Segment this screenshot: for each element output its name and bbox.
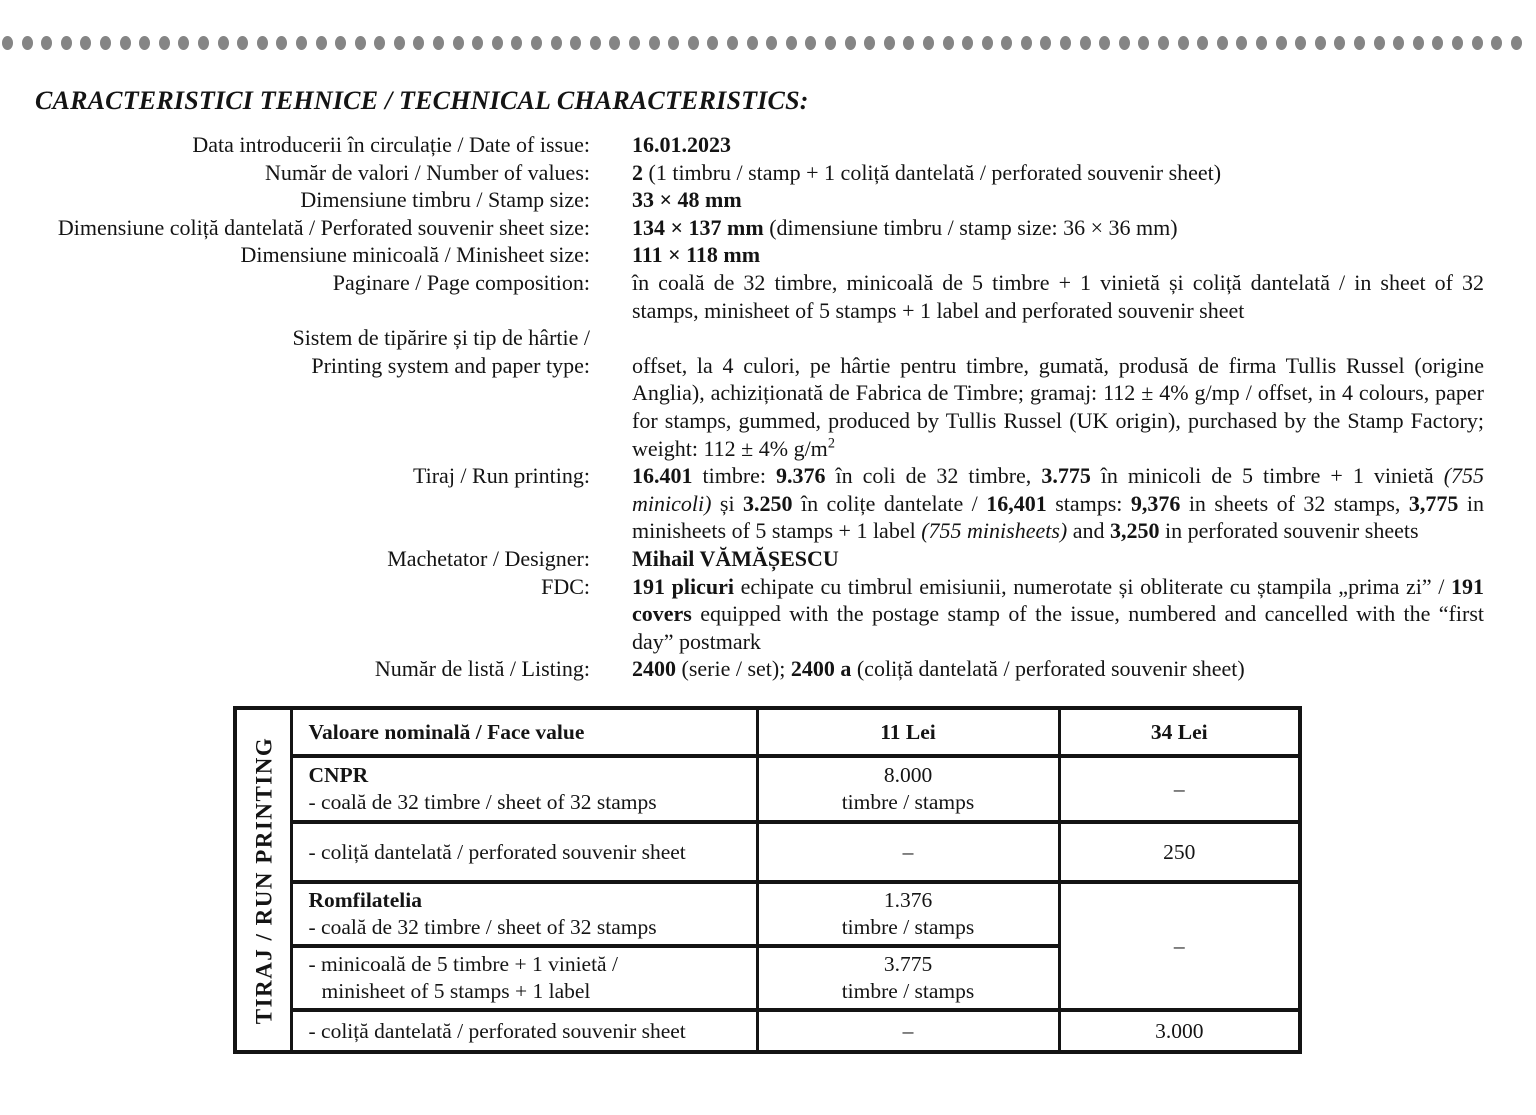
spec-row-stamp-size xyxy=(0,186,1484,214)
table-row-cnpr-sheet xyxy=(235,756,1300,822)
spec-label: Număr de valori / Number of values: xyxy=(264,159,590,185)
dot-icon xyxy=(1256,36,1267,50)
spec-row-minisheet-size xyxy=(0,241,1484,269)
dot-icon xyxy=(943,36,954,50)
spec-label: Dimensiune coliță dantelată / Perforated souvenir sheet size: xyxy=(57,214,590,240)
table-cell-11-lei: – xyxy=(757,1010,1059,1052)
table-header-11-lei: 11 Lei xyxy=(757,708,1059,756)
spec-label: Sistem de tipărire și tip de hârtie / xyxy=(292,325,590,351)
spec-row-number-of-values xyxy=(0,159,1484,187)
dot-icon xyxy=(1295,36,1306,50)
spec-label: Paginare / Page composition: xyxy=(332,269,590,295)
dot-icon xyxy=(884,36,895,50)
dot-icon xyxy=(80,36,91,50)
spec-value: 191 plicuri echipate cu timbrul emisiunii, numerotate și obliterate cu ștampila „prima zi” / 191 covers equipped with the postage stamp of the issue, numbered and cancelled with the “first day” postmark xyxy=(632,573,1484,654)
dot-icon xyxy=(786,36,797,50)
dot-icon xyxy=(1236,36,1247,50)
dot-icon xyxy=(766,36,777,50)
dot-icon xyxy=(668,36,679,50)
spec-value: 33 × 48 mm xyxy=(632,187,742,213)
spec-label: Număr de listă / Listing: xyxy=(374,656,590,682)
dot-icon xyxy=(1099,36,1110,50)
spec-row-run-printing xyxy=(0,462,1484,545)
dot-icon xyxy=(41,36,52,50)
spec-row-listing xyxy=(0,655,1484,683)
table-cell-11-lei: 3.775 timbre / stamps xyxy=(757,946,1059,1010)
table-cell-34-lei: – xyxy=(1059,756,1300,822)
spec-row-fdc xyxy=(0,573,1484,656)
dot-icon xyxy=(590,36,601,50)
dot-icon xyxy=(1001,36,1012,50)
dot-icon xyxy=(1354,36,1365,50)
table-cell-11-lei: 8.000 timbre / stamps xyxy=(757,756,1059,822)
dot-icon xyxy=(1197,36,1208,50)
dot-icon xyxy=(355,36,366,50)
dot-icon xyxy=(257,36,268,50)
dot-icon xyxy=(864,36,875,50)
dot-icon xyxy=(1080,36,1091,50)
dot-icon xyxy=(198,36,209,50)
dot-icon xyxy=(962,36,973,50)
dot-icon xyxy=(335,36,346,50)
spec-label: Dimensiune timbru / Stamp size: xyxy=(300,187,590,213)
dot-icon xyxy=(1432,36,1443,50)
dot-icon xyxy=(237,36,248,50)
table-cell-34-lei: – xyxy=(1059,882,1300,1010)
dot-icon xyxy=(1472,36,1483,50)
dot-icon xyxy=(100,36,111,50)
dot-icon xyxy=(923,36,934,50)
dot-icon xyxy=(178,36,189,50)
dot-icon xyxy=(1452,36,1463,50)
dot-icon xyxy=(903,36,914,50)
spec-value: 134 × 137 mm (dimensiune timbru / stamp size: 36 × 36 mm) xyxy=(632,214,1178,240)
dot-icon xyxy=(316,36,327,50)
spec-row-souvenir-sheet-size xyxy=(0,214,1484,242)
dot-icon xyxy=(805,36,816,50)
dot-icon xyxy=(413,36,424,50)
dot-icon xyxy=(120,36,131,50)
table-header-34-lei: 34 Lei xyxy=(1059,708,1300,756)
spec-value: Mihail VĂMĂȘESCU xyxy=(632,545,839,571)
spec-label: Printing system and paper type: xyxy=(311,352,590,378)
dot-icon xyxy=(707,36,718,50)
dot-icon xyxy=(1374,36,1385,50)
dot-icon xyxy=(394,36,405,50)
table-cell-label: - coliță dantelată / perforated souvenir sheet xyxy=(291,822,757,882)
dot-icon xyxy=(1511,36,1522,50)
spec-row-date-of-issue xyxy=(0,131,1484,159)
dot-icon xyxy=(453,36,464,50)
dotted-divider xyxy=(2,36,1536,50)
dot-icon xyxy=(1491,36,1502,50)
spec-value: 2 (1 timbru / stamp + 1 coliță dantelată / perforated souvenir sheet) xyxy=(632,159,1222,185)
dot-icon xyxy=(433,36,444,50)
dot-icon xyxy=(629,36,640,50)
dot-icon xyxy=(1119,36,1130,50)
dot-icon xyxy=(1413,36,1424,50)
spec-value: 16.401 timbre: 9.376 în coli de 32 timbre, 3.775 în minicoli de 5 timbre + 1 vinietă (755 minicoli) și 3.250 în colițe dantelate / 16,401 stamps: 9,376 in sheets of 32 stamps, 3,775 in minisheets of 5 stamps + 1 label (755 minisheets) and 3,250 in perforated souvenir sheets xyxy=(632,463,1485,544)
dot-icon xyxy=(747,36,758,50)
dot-icon xyxy=(845,36,856,50)
spec-value: offset, la 4 culori, pe hârtie pentru timbre, gumată, produsă de firma Tullis Russel (origine Anglia), achiziționată de Fabrica de Timbre; gramaj: 112 ± 4% g/mp / offset, in 4 colours, paper for stamps, gummed, produced by Tullis Russel (UK origin), purchased by the Stamp Factory; weight: 112 ± 4% $g/m^2$ xyxy=(632,352,1484,461)
dot-icon xyxy=(1315,36,1326,50)
table-cell-label: - coliță dantelată / perforated souvenir sheet xyxy=(291,1010,757,1052)
dot-icon xyxy=(649,36,660,50)
dot-icon xyxy=(1021,36,1032,50)
spec-row-page-composition xyxy=(0,269,1484,324)
dot-icon xyxy=(551,36,562,50)
spec-label: FDC: xyxy=(541,573,590,599)
dot-icon xyxy=(1276,36,1287,50)
table-cell-34-lei: 250 xyxy=(1059,822,1300,882)
spec-value: 2400 (serie / set); 2400 a (coliță dantelată / perforated souvenir sheet) xyxy=(632,656,1245,682)
run-printing-table xyxy=(233,706,1302,1054)
dot-icon xyxy=(2,36,13,50)
dot-icon xyxy=(61,36,72,50)
dot-icon xyxy=(688,36,699,50)
dot-icon xyxy=(218,36,229,50)
table-cell-11-lei: 1.376 timbre / stamps xyxy=(757,882,1059,946)
table-side-label xyxy=(235,708,291,1052)
table-cell-label: - minicoală de 5 timbre + 1 vinietă / minisheet of 5 stamps + 1 label xyxy=(291,946,757,1010)
specs-list xyxy=(0,131,1484,683)
dot-icon xyxy=(139,36,150,50)
table-cell-label: CNPR - coală de 32 timbre / sheet of 32 stamps xyxy=(291,756,757,822)
table-header-face-value: Valoare nominală / Face value xyxy=(291,708,757,756)
spec-row-designer xyxy=(0,545,1484,573)
dot-icon xyxy=(374,36,385,50)
dot-icon xyxy=(1138,36,1149,50)
dot-icon xyxy=(1334,36,1345,50)
dot-icon xyxy=(825,36,836,50)
dot-icon xyxy=(511,36,522,50)
dot-icon xyxy=(531,36,542,50)
table-row-romfilatelia-sheet xyxy=(235,882,1300,946)
dot-icon xyxy=(1217,36,1228,50)
dot-icon xyxy=(1040,36,1051,50)
table-cell-label: Romfilatelia - coală de 32 timbre / sheet of 32 stamps xyxy=(291,882,757,946)
spec-value: 16.01.2023 xyxy=(632,132,731,157)
spec-label: Data introducerii în circulație / Date of issue: xyxy=(192,132,590,157)
dot-icon xyxy=(1393,36,1404,50)
dot-icon xyxy=(159,36,170,50)
spec-value: 111 × 118 mm xyxy=(632,242,761,268)
dot-icon xyxy=(1178,36,1189,50)
dot-icon xyxy=(570,36,581,50)
spec-row-printing-system-ro xyxy=(0,324,1484,352)
dot-icon xyxy=(22,36,33,50)
spec-row-printing-system-en xyxy=(0,352,1484,462)
spec-value xyxy=(632,324,1484,352)
table-side-label-text: TIRAJ / RUN PRINTING xyxy=(250,736,276,1024)
dot-icon xyxy=(609,36,620,50)
table-header-row xyxy=(235,708,1300,756)
dot-icon xyxy=(727,36,738,50)
dot-icon xyxy=(296,36,307,50)
page-title: CARACTERISTICI TEHNICE / TECHNICAL CHARACTERISTICS: xyxy=(35,86,809,115)
dot-icon xyxy=(492,36,503,50)
spec-value: în coală de 32 timbre, minicoală de 5 timbre + 1 vinietă și coliță dantelată / in sheet of 32 stamps, minisheet of 5 stamps + 1 label and perforated souvenir sheet xyxy=(632,269,1484,323)
table-cell-11-lei: – xyxy=(757,822,1059,882)
dot-icon xyxy=(472,36,483,50)
dot-icon xyxy=(1158,36,1169,50)
spec-label: Tiraj / Run printing: xyxy=(412,463,590,489)
dot-icon xyxy=(276,36,287,50)
spec-label: Machetator / Designer: xyxy=(387,545,590,571)
spec-label: Dimensiune minicoală / Minisheet size: xyxy=(240,242,590,268)
table-cell-34-lei: 3.000 xyxy=(1059,1010,1300,1052)
dot-icon xyxy=(982,36,993,50)
table-row-romfilatelia-souvenir-sheet xyxy=(235,1010,1300,1052)
table-row-cnpr-souvenir-sheet xyxy=(235,822,1300,882)
dot-icon xyxy=(1060,36,1071,50)
